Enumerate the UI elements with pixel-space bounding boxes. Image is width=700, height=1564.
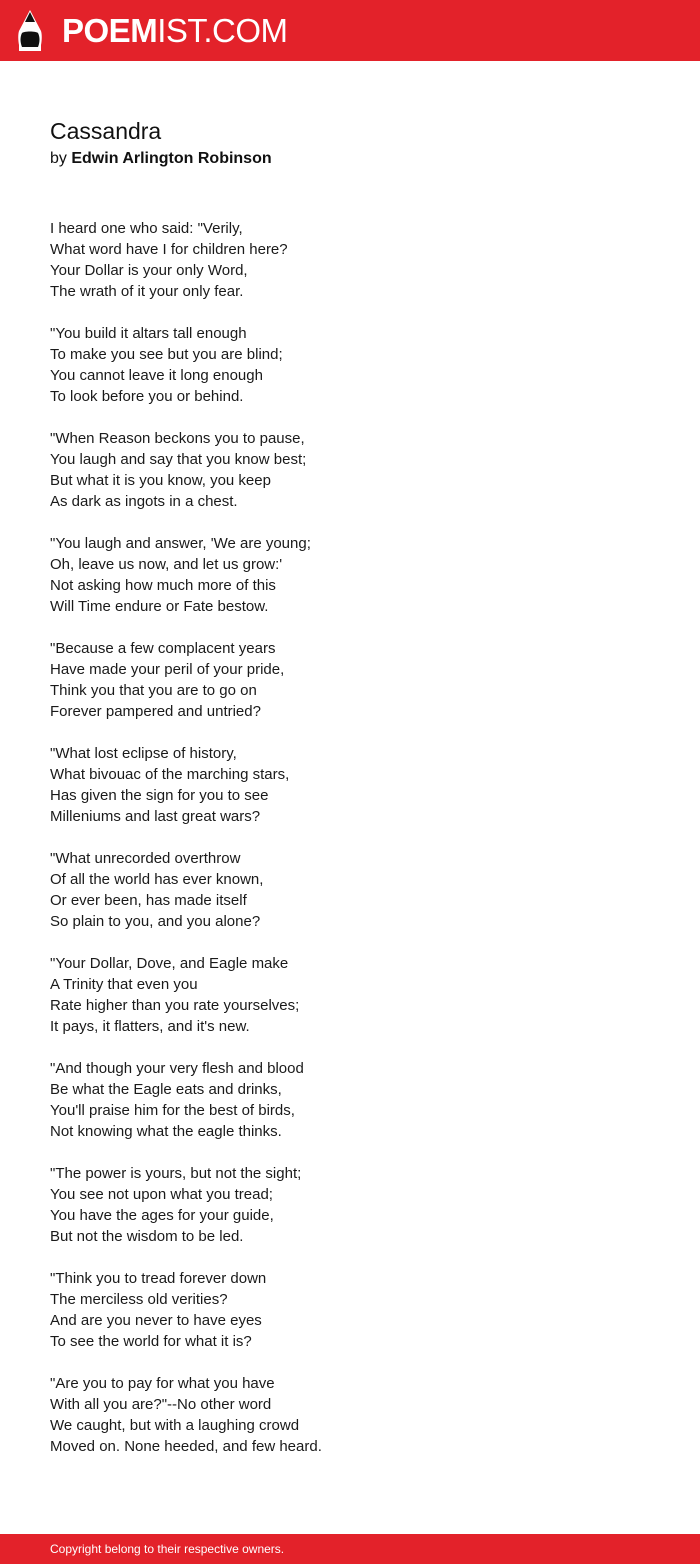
stanza bbox=[50, 428, 670, 512]
poem-author: Edwin Arlington Robinson bbox=[71, 150, 272, 167]
poem-line: Oh, leave us now, and let us grow:' bbox=[50, 556, 283, 573]
poem-line: To make you see but you are blind; bbox=[50, 346, 283, 363]
poem-line: As dark as ingots in a chest. bbox=[50, 493, 238, 510]
poem-line: "Because a few complacent years bbox=[50, 640, 276, 657]
stanza bbox=[50, 1058, 670, 1142]
poem-line: So plain to you, and you alone? bbox=[50, 913, 261, 930]
poem-line: To see the world for what it is? bbox=[50, 1333, 252, 1350]
poem-line: The merciless old verities? bbox=[50, 1291, 228, 1308]
poem-line: Milleniums and last great wars? bbox=[50, 808, 261, 825]
poem-line: But what it is you know, you keep bbox=[50, 472, 271, 489]
poem-line: "What unrecorded overthrow bbox=[50, 850, 241, 867]
poem-line: I heard one who said: "Verily, bbox=[50, 220, 243, 237]
stanza bbox=[50, 323, 670, 407]
poem-line: You'll praise him for the best of birds, bbox=[50, 1102, 295, 1119]
poem-line: The wrath of it your only fear. bbox=[50, 283, 244, 300]
poem-line: And are you never to have eyes bbox=[50, 1312, 262, 1329]
poem-line: "The power is yours, but not the sight; bbox=[50, 1165, 302, 1182]
poem-line: Not asking how much more of this bbox=[50, 577, 276, 594]
footer-copyright: Copyright belong to their respective owners. bbox=[50, 1542, 285, 1556]
poem-line: You see not upon what you tread; bbox=[50, 1186, 273, 1203]
poem-line: "Think you to tread forever down bbox=[50, 1270, 267, 1287]
poem-title: Cassandra bbox=[50, 118, 162, 144]
poem-line: Moved on. None heeded, and few heard. bbox=[50, 1438, 322, 1455]
stanza bbox=[50, 848, 670, 932]
stanza bbox=[50, 533, 670, 617]
poem-line: Have made your peril of your pride, bbox=[50, 661, 285, 678]
poem-line: "When Reason beckons you to pause, bbox=[50, 430, 305, 447]
poem-line: "What lost eclipse of history, bbox=[50, 745, 237, 762]
site-footer bbox=[0, 1534, 700, 1564]
poem-line: Think you that you are to go on bbox=[50, 682, 257, 699]
poem-line: Will Time endure or Fate bestow. bbox=[50, 598, 269, 615]
poem-line: Your Dollar is your only Word, bbox=[50, 262, 248, 279]
stanza bbox=[50, 638, 670, 722]
poem-body bbox=[50, 218, 670, 1478]
poem-line: You laugh and say that you know best; bbox=[50, 451, 307, 468]
poem-line: "And though your very flesh and blood bbox=[50, 1060, 304, 1077]
poem-line: "You build it altars tall enough bbox=[50, 325, 247, 342]
poem-byline bbox=[50, 148, 272, 170]
logo-bold-text: POEM bbox=[62, 12, 158, 49]
byline-prefix: by bbox=[50, 150, 67, 167]
stanza bbox=[50, 953, 670, 1037]
stanza bbox=[50, 743, 670, 827]
poem-line: It pays, it flatters, and it's new. bbox=[50, 1018, 250, 1035]
site-header bbox=[0, 0, 700, 61]
poem-line: To look before you or behind. bbox=[50, 388, 244, 405]
poem-line: Rate higher than you rate yourselves; bbox=[50, 997, 300, 1014]
pencil-tip-icon[interactable] bbox=[17, 9, 43, 52]
poem-line: Not knowing what the eagle thinks. bbox=[50, 1123, 282, 1140]
stanza bbox=[50, 218, 670, 302]
poem-line: "Your Dollar, Dove, and Eagle make bbox=[50, 955, 289, 972]
stanza bbox=[50, 1163, 670, 1247]
poem-line: With all you are?"--No other word bbox=[50, 1396, 272, 1413]
poem-line: Forever pampered and untried? bbox=[50, 703, 261, 720]
poem-line: You have the ages for your guide, bbox=[50, 1207, 274, 1224]
poem-line: We caught, but with a laughing crowd bbox=[50, 1417, 300, 1434]
poem-line: But not the wisdom to be led. bbox=[50, 1228, 244, 1245]
poem-line: "Are you to pay for what you have bbox=[50, 1375, 275, 1392]
poem-line: What bivouac of the marching stars, bbox=[50, 766, 290, 783]
poem-line: You cannot leave it long enough bbox=[50, 367, 263, 384]
poem-line: Or ever been, has made itself bbox=[50, 892, 247, 909]
poem-line: Be what the Eagle eats and drinks, bbox=[50, 1081, 282, 1098]
site-logo[interactable] bbox=[62, 11, 288, 51]
stanza bbox=[50, 1373, 670, 1457]
logo-light-text: IST.COM bbox=[157, 12, 288, 49]
poem-line: What word have I for children here? bbox=[50, 241, 288, 258]
poem-line: A Trinity that even you bbox=[50, 976, 198, 993]
stanza bbox=[50, 1268, 670, 1352]
poem-line: Has given the sign for you to see bbox=[50, 787, 269, 804]
poem-line: Of all the world has ever known, bbox=[50, 871, 264, 888]
poem-line: "You laugh and answer, 'We are young; bbox=[50, 535, 311, 552]
